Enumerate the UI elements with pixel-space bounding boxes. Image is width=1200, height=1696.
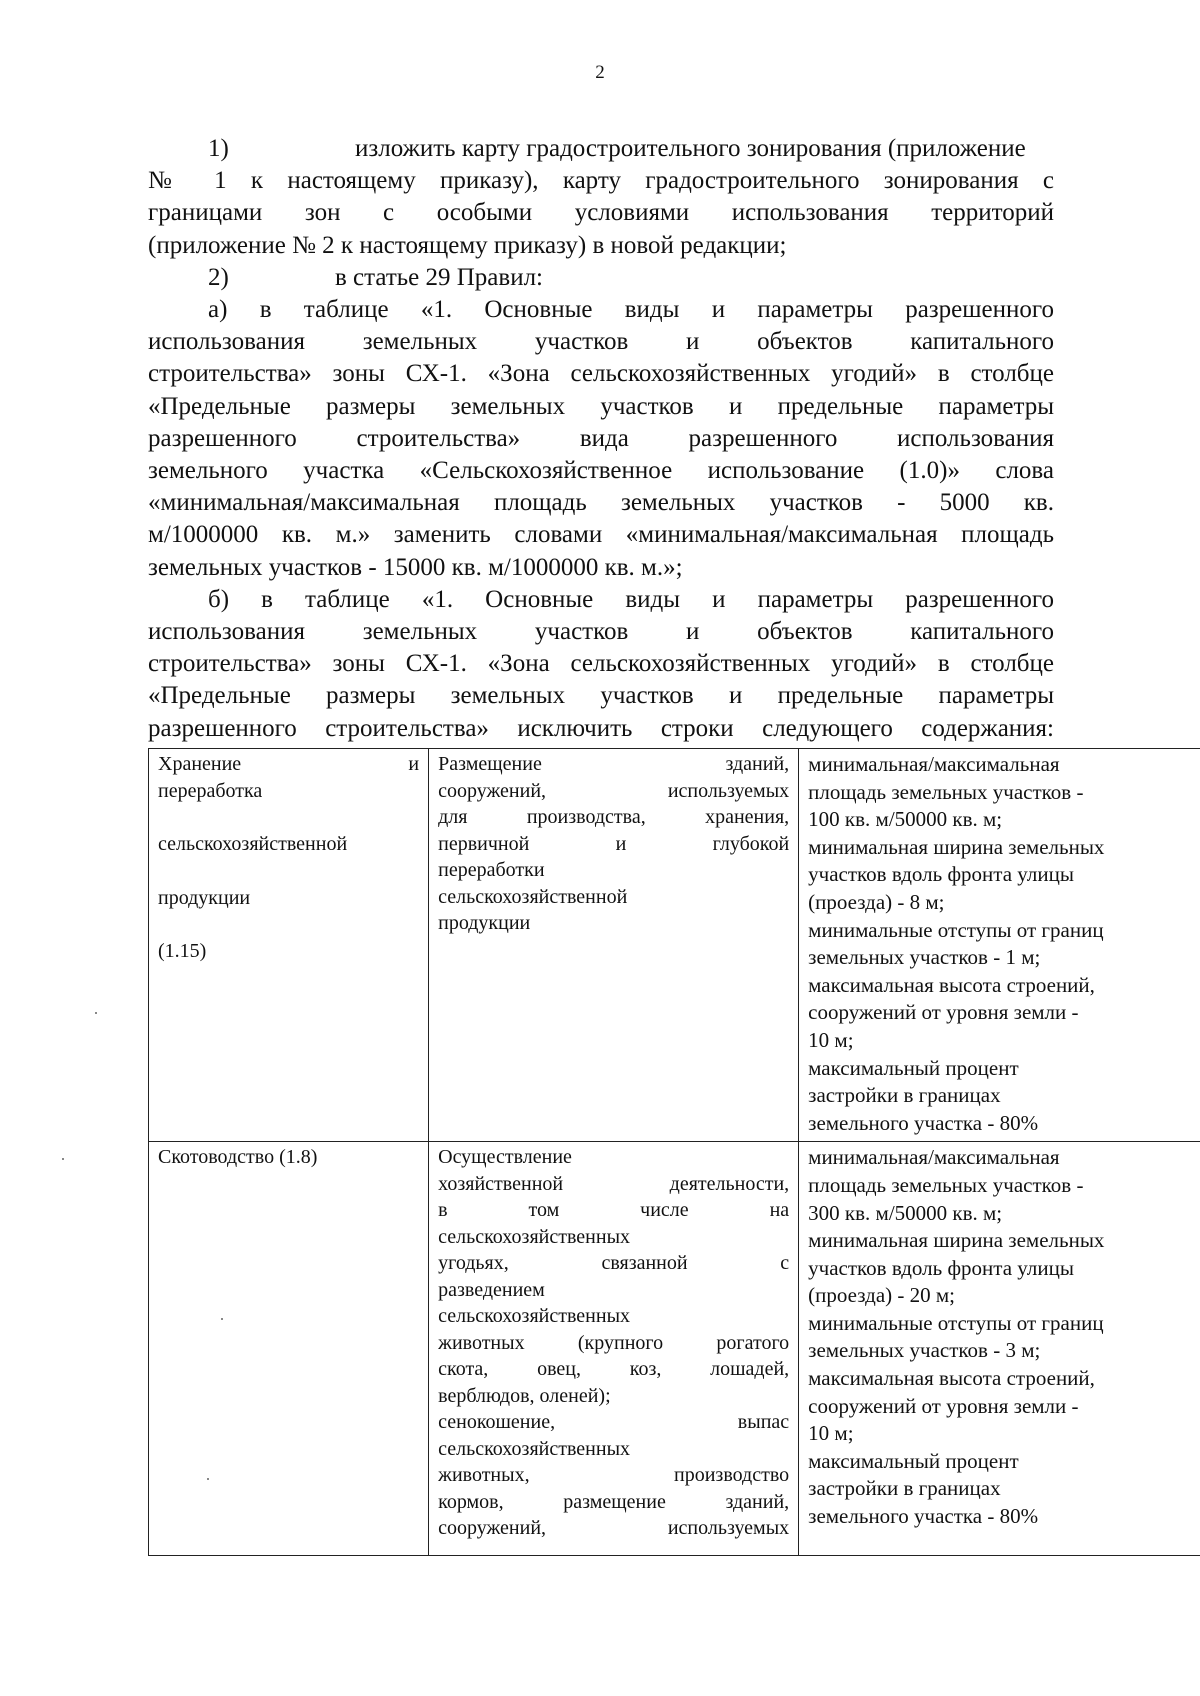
- cell-line: сельскохозяйственной: [158, 833, 348, 855]
- cell-line: минимальные отступы от границ: [808, 1310, 1104, 1335]
- cell-line: для производства, хранения,: [438, 806, 790, 828]
- cell-line: земельного участка - 80%: [808, 1110, 1039, 1135]
- cell-line: застройки в границах: [808, 1476, 1001, 1501]
- cell-line: хозяйственной деятельности,: [438, 1172, 790, 1195]
- table-row: [149, 749, 1200, 1142]
- cell-line: скота, овец, коз, лошадей,: [438, 1358, 790, 1381]
- cell-line: сооружений от уровня земли -: [808, 1000, 1079, 1025]
- cell-line: переработки: [438, 859, 545, 881]
- table-cell-parameters: [799, 749, 1200, 1142]
- cell-line: минимальная/максимальная: [808, 752, 1060, 776]
- page-number: 2: [595, 62, 605, 83]
- paragraph-a-line-1: использования земельных участков и объектов капитального: [148, 328, 1054, 356]
- paragraph-a: [148, 294, 1054, 584]
- list-item-1-text: [148, 165, 1054, 262]
- cell-line: переработка: [158, 779, 263, 802]
- cell-line: животных (крупного рогатого: [438, 1331, 790, 1354]
- scan-speck: [221, 1318, 223, 1320]
- list-item-2-text: в статье 29 Правил:: [335, 263, 544, 291]
- table-row: [149, 1142, 1200, 1556]
- paragraph-a-line-5: земельного участка «Сельскохозяйственное использование (1.0)» слова: [148, 457, 1054, 485]
- list-item-2: [148, 262, 1054, 294]
- scan-speck: [207, 1478, 209, 1480]
- excluded-rows-table: [148, 748, 1200, 1556]
- paragraph-b-line-0: б) в таблице «1. Основные виды и параметры разрешенного: [208, 585, 1054, 613]
- cell-line: минимальная ширина земельных: [808, 834, 1105, 859]
- cell-line: сенокошение, выпас: [438, 1411, 790, 1434]
- paragraph-b-line-2: строительства» зоны СХ-1. «Зона сельскохозяйственных угодий» в столбце: [148, 650, 1054, 678]
- paragraph-b-line-4: разрешенного строительства» исключить строки следующего содержания:: [148, 714, 1054, 742]
- list-item-1-first-line: [148, 133, 1054, 165]
- cell-line: 300 кв. м/50000 кв. м;: [808, 1200, 1003, 1225]
- cell-line: верблюдов, оленей);: [438, 1384, 611, 1407]
- list-item-1-line-2: границами зон с особыми условиями использования территорий: [148, 199, 1054, 227]
- cell-line: 100 кв. м/50000 кв. м;: [808, 807, 1003, 832]
- cell-line: сельскохозяйственной: [438, 885, 628, 908]
- cell-line: сельскохозяйственных: [438, 1437, 631, 1460]
- cell-line: 10 м;: [808, 1027, 854, 1052]
- list-item-1-line-0: изложить карту градостроительного зонирования (приложение: [355, 135, 1026, 162]
- cell-line: земельного участка - 80%: [808, 1504, 1039, 1529]
- cell-line: Хранение и: [158, 753, 420, 775]
- table-cell-parameters: [799, 1142, 1200, 1556]
- cell-line: минимальная/максимальная: [808, 1145, 1060, 1170]
- table-cell-description: [429, 749, 799, 1142]
- cell-line: максимальный процент: [808, 1448, 1019, 1473]
- document-body: [148, 133, 1054, 745]
- paragraph-a-line-2: строительства» зоны СХ-1. «Зона сельскохозяйственных угодий» в столбце: [148, 360, 1054, 388]
- cell-line: земельных участков - 1 м;: [808, 945, 1041, 970]
- scan-speck: [62, 1158, 64, 1160]
- table-cell-use-name: [149, 749, 429, 1142]
- cell-line: продукции: [438, 912, 531, 934]
- cell-line: сооружений, используемых: [438, 779, 790, 802]
- table-cell-description: [429, 1142, 799, 1556]
- cell-line: сельскохозяйственных: [438, 1225, 631, 1248]
- cell-line: площадь земельных участков -: [808, 1172, 1084, 1197]
- cell-line: животных, производство: [438, 1464, 790, 1487]
- cell-line: кормов, размещение зданий,: [438, 1490, 790, 1513]
- list-item-1-number: 1): [208, 135, 229, 162]
- list-item-1-line-3: (приложение № 2 к настоящему приказу) в новой редакции;: [148, 231, 787, 259]
- paragraph-a-line-6: «минимальная/максимальная площадь земельных участков - 5000 кв.: [148, 489, 1054, 517]
- paragraph-b-line-3: «Предельные размеры земельных участков и предельные параметры: [148, 682, 1054, 710]
- cell-line: первичной и глубокой: [438, 832, 790, 855]
- cell-line: Осуществление: [438, 1146, 572, 1169]
- paragraph-a-line-4: разрешенного строительства» вида разрешенного использования: [148, 424, 1054, 452]
- paragraph-a-line-8: земельных участков - 15000 кв. м/1000000 кв. м.»;: [148, 553, 683, 581]
- cell-line: сооружений, используемых: [438, 1517, 790, 1540]
- cell-line: (проезда) - 8 м;: [808, 889, 945, 914]
- paragraph-a-line-7: м/1000000 кв. м.» заменить словами «минимальная/максимальная площадь: [148, 521, 1054, 549]
- cell-line: сельскохозяйственных: [438, 1305, 631, 1328]
- cell-line: сооружений от уровня земли -: [808, 1393, 1079, 1418]
- paragraph-b-line-1: использования земельных участков и объектов капитального: [148, 618, 1054, 646]
- cell-line: (1.15): [158, 940, 207, 962]
- cell-line: в том числе на: [438, 1199, 790, 1222]
- cell-line: земельных участков - 3 м;: [808, 1338, 1041, 1363]
- cell-line: участков вдоль фронта улицы: [808, 1255, 1074, 1280]
- cell-line: максимальная высота строений,: [808, 1366, 1095, 1391]
- scan-speck: [95, 1012, 97, 1014]
- cell-line: участков вдоль фронта улицы: [808, 862, 1074, 887]
- cell-line: 10 м;: [808, 1421, 854, 1446]
- cell-line: (проезда) - 20 м;: [808, 1283, 956, 1308]
- cell-line: максимальный процент: [808, 1055, 1019, 1080]
- list-item-1-line-1: № 1 к настоящему приказу), карту градостроительного зонирования с: [148, 167, 1054, 195]
- table-cell-use-name: [149, 1142, 429, 1556]
- cell-line: минимальные отступы от границ: [808, 917, 1104, 942]
- cell-line: Размещение зданий,: [438, 753, 790, 775]
- cell-line: разведением: [438, 1278, 545, 1301]
- cell-line: площадь земельных участков -: [808, 779, 1084, 804]
- paragraph-b: [148, 584, 1054, 745]
- cell-line: максимальная высота строений,: [808, 972, 1095, 997]
- list-item-2-number: 2): [208, 263, 229, 291]
- paragraph-a-line-0: а) в таблице «1. Основные виды и параметры разрешенного: [208, 296, 1054, 324]
- cell-line: продукции: [158, 886, 251, 909]
- cell-line: угодьях, связанной с: [438, 1252, 790, 1275]
- cell-line: минимальная ширина земельных: [808, 1228, 1105, 1253]
- cell-line: застройки в границах: [808, 1083, 1001, 1108]
- cell-line: Скотоводство (1.8): [158, 1146, 318, 1169]
- paragraph-a-line-3: «Предельные размеры земельных участков и предельные параметры: [148, 392, 1054, 420]
